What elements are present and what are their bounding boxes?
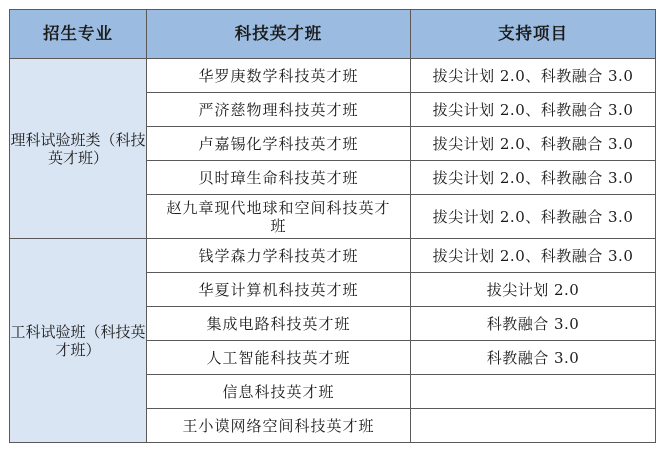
support-cell xyxy=(411,375,656,409)
support-cell: 拔尖计划 2.0、科教融合 3.0 xyxy=(411,195,656,239)
support-cell: 科教融合 3.0 xyxy=(411,341,656,375)
support-cell: 拔尖计划 2.0、科教融合 3.0 xyxy=(411,93,656,127)
header-row xyxy=(10,10,656,59)
program-cell: 严济慈物理科技英才班 xyxy=(147,93,411,127)
support-cell: 拔尖计划 2.0、科教融合 3.0 xyxy=(411,239,656,273)
program-cell: 钱学森力学科技英才班 xyxy=(147,239,411,273)
header-support: 支持项目 xyxy=(411,10,656,59)
support-cell xyxy=(411,409,656,443)
table-row xyxy=(10,239,656,273)
category-cell: 理科试验班类（科技英才班） xyxy=(10,59,147,239)
programs-table xyxy=(9,9,656,443)
support-cell: 科教融合 3.0 xyxy=(411,307,656,341)
support-cell: 拔尖计划 2.0、科教融合 3.0 xyxy=(411,127,656,161)
category-cell: 工科试验班（科技英才班） xyxy=(10,239,147,443)
program-cell: 信息科技英才班 xyxy=(147,375,411,409)
program-cell: 华罗庚数学科技英才班 xyxy=(147,59,411,93)
program-cell: 人工智能科技英才班 xyxy=(147,341,411,375)
support-cell: 拔尖计划 2.0、科教融合 3.0 xyxy=(411,59,656,93)
program-cell: 贝时璋生命科技英才班 xyxy=(147,161,411,195)
program-cell: 赵九章现代地球和空间科技英才班 xyxy=(147,195,411,239)
program-cell: 王小谟网络空间科技英才班 xyxy=(147,409,411,443)
support-cell: 拔尖计划 2.0、科教融合 3.0 xyxy=(411,161,656,195)
program-cell: 卢嘉锡化学科技英才班 xyxy=(147,127,411,161)
header-class: 科技英才班 xyxy=(147,10,411,59)
header-major: 招生专业 xyxy=(10,10,147,59)
table-row xyxy=(10,59,656,93)
program-cell: 集成电路科技英才班 xyxy=(147,307,411,341)
support-cell: 拔尖计划 2.0 xyxy=(411,273,656,307)
program-cell: 华夏计算机科技英才班 xyxy=(147,273,411,307)
